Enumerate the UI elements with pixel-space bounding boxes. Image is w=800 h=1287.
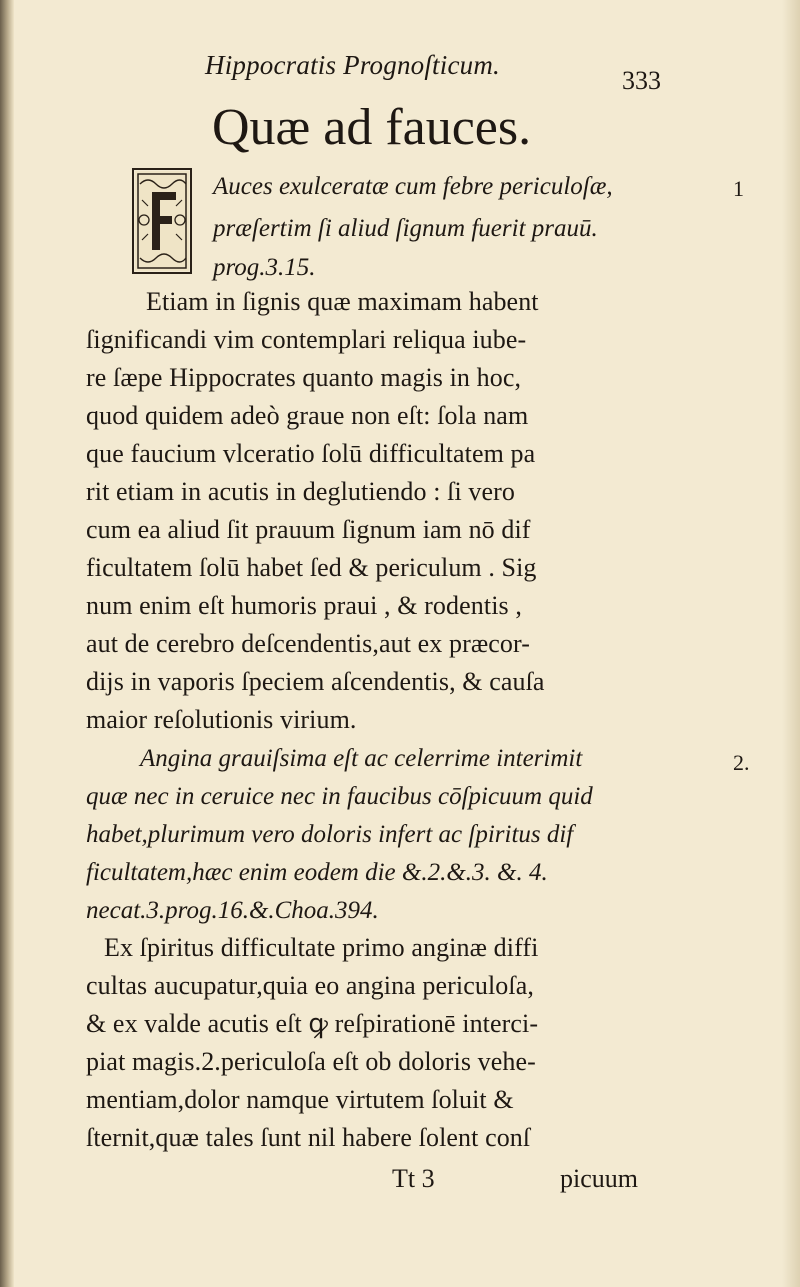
commentary-line: maior reſolutionis virium.: [86, 705, 357, 734]
commentary-line: cultas aucupatur,quia eo angina periculoſa,: [86, 971, 534, 1000]
commentary-line: num enim eſt humoris praui , & rodentis ,: [86, 591, 522, 620]
page-number: 333: [622, 66, 661, 95]
commentary-line: ſternit,quæ tales ſunt nil habere ſolent conſ: [86, 1123, 531, 1152]
commentary-line: aut de cerebro deſcendentis,aut ex præcor-: [86, 629, 531, 658]
commentary-line: ſignificandi vim contemplari reliqua iube-: [86, 325, 527, 354]
commentary-line: dijs in vaporis ſpeciem aſcendentis, & cauſa: [86, 667, 545, 696]
catchword: picuum: [560, 1164, 638, 1193]
aphorism-1-line: Auces exulceratæ cum febre periculoſæ,: [213, 173, 613, 200]
signature-mark: Tt 3: [392, 1164, 435, 1193]
aphorism-2-line: habet,plurimum vero doloris infert ac ſpiritus dif: [86, 821, 574, 848]
margin-number-1: 1: [733, 176, 744, 201]
commentary-line: cum ea aliud ſit prauum ſignum iam nō dif: [86, 515, 531, 544]
commentary-line: & ex valde acutis eſt ꝙ reſpirationē interci-: [86, 1009, 539, 1038]
commentary-line: quod quidem adeò graue non eſt: ſola nam: [86, 401, 529, 430]
commentary-line: que faucium vlceratio ſolū difficultatem pa: [86, 439, 536, 468]
running-title: Hippocratis Prognoſticum.: [205, 50, 500, 80]
aphorism-2-line: quæ nec in ceruice nec in faucibus cōſpicuum quid: [86, 783, 593, 810]
aphorism-2-line: ficultatem,hæc enim eodem die &.2.&.3. &. 4.: [86, 859, 548, 886]
page-shade: [782, 0, 800, 1287]
section-title: Quæ ad fauces.: [212, 99, 532, 156]
book-gutter: [0, 0, 14, 1287]
aphorism-1-line: præſertim ſi aliud ſignum fuerit prauū.: [213, 215, 598, 242]
commentary-line: Etiam in ſignis quæ maximam habent: [146, 287, 539, 316]
commentary-line: piat magis.2.periculoſa eſt ob doloris vehe-: [86, 1047, 536, 1076]
commentary-line: Ex ſpiritus difficultate primo anginæ diffi: [104, 933, 539, 962]
commentary-line: rit etiam in acutis in deglutiendo : ſi vero: [86, 477, 515, 506]
aphorism-2-line: Angina grauiſsima eſt ac celerrime interimit: [140, 745, 583, 772]
margin-number-2: 2.: [733, 750, 750, 775]
commentary-line: mentiam,dolor namque virtutem ſoluit &: [86, 1085, 514, 1114]
commentary-line: ficultatem ſolū habet ſed & periculum . Sig: [86, 553, 537, 582]
aphorism-2-line: necat.3.prog.16.&.Choa.394.: [86, 897, 379, 924]
decorated-initial-f: [132, 168, 192, 274]
woodcut-initial-f-icon: [134, 170, 190, 272]
commentary-line: re ſæpe Hippocrates quanto magis in hoc,: [86, 363, 522, 392]
aphorism-1-line: prog.3.15.: [213, 254, 316, 281]
